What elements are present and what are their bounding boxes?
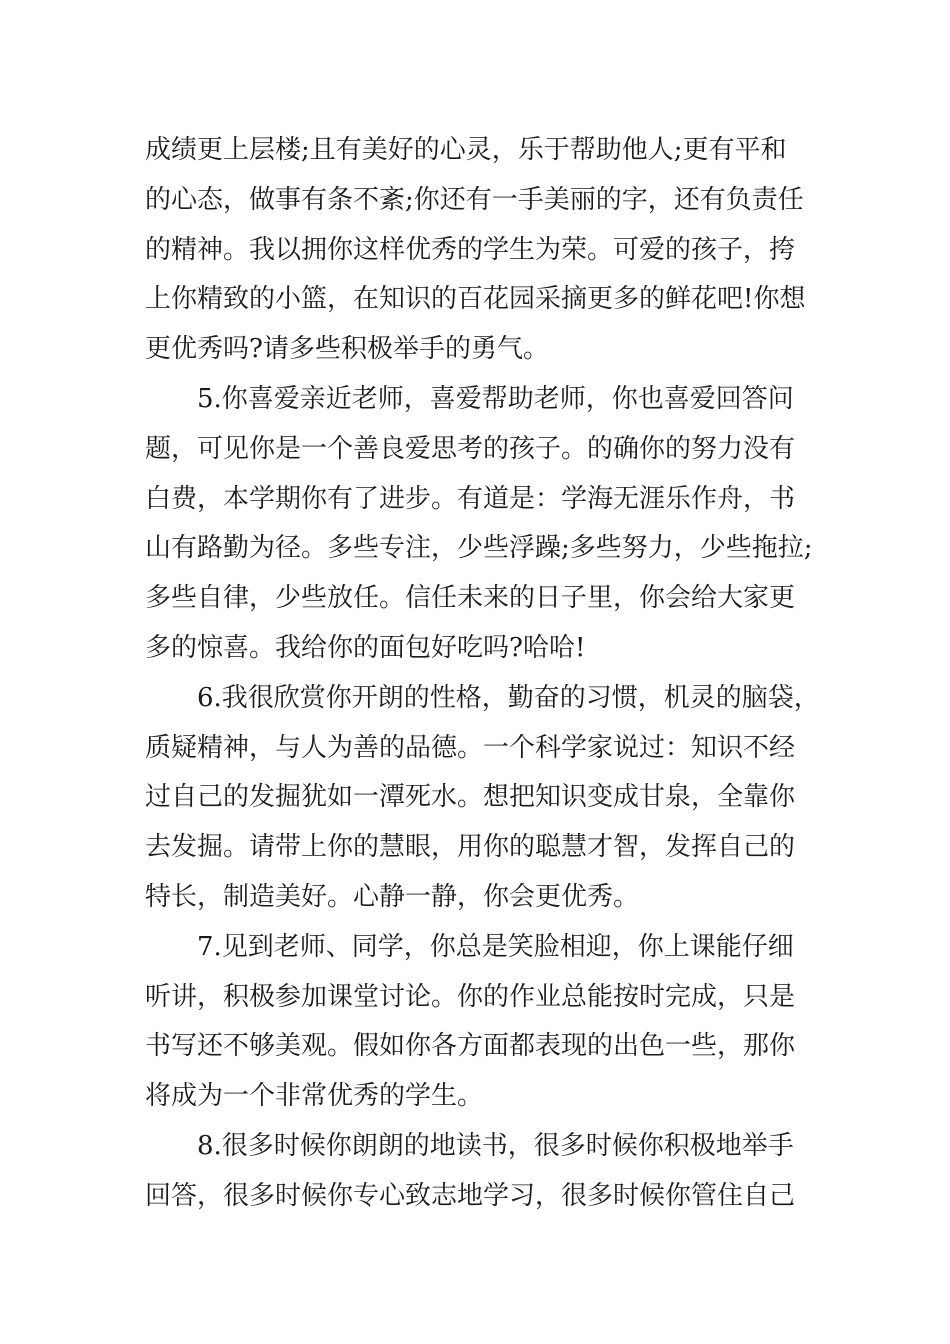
- text-line: 8.很多时候你朗朗的地读书，很多时候你积极地举手: [197, 1130, 794, 1161]
- text-line: 多些自律，少些放任。信任未来的日子里，你会给大家更: [145, 583, 796, 614]
- text-line: 多的惊喜。我给你的面包好吃吗?哈哈!: [145, 632, 586, 663]
- text-line: 特长，制造美好。心静一静，你会更优秀。: [145, 881, 640, 912]
- paragraph-item-7: [145, 923, 825, 1122]
- text-line: 更优秀吗?请多些积极举手的勇气。: [145, 334, 549, 365]
- text-line: 5.你喜爱亲近老师，喜爱帮助老师，你也喜爱回答问: [197, 383, 794, 414]
- text-line: 书写还不够美观。假如你各方面都表现的出色一些，那你: [145, 1031, 796, 1062]
- text-line: 去发掘。请带上你的慧眼，用你的聪慧才智，发挥自己的: [145, 832, 796, 863]
- text-line: 听讲，积极参加课堂讨论。你的作业总能按时完成，只是: [145, 981, 796, 1012]
- text-line: 题，可见你是一个善良爱思考的孩子。的确你的努力没有: [145, 433, 796, 464]
- text-line: 过自己的发掘犹如一潭死水。想把知识变成甘泉，全靠你: [145, 782, 796, 813]
- text-line: 白费，本学期你有了进步。有道是：学海无涯乐作舟，书: [145, 483, 796, 514]
- text-line: 上你精致的小篮，在知识的百花园采摘更多的鲜花吧!你想: [145, 284, 806, 315]
- paragraph-continued: [145, 126, 825, 375]
- text-line: 成绩更上层楼;且有美好的心灵，乐于帮助他人;更有平和: [145, 135, 787, 165]
- paragraph-item-8: [145, 1122, 825, 1222]
- text-line: 7.见到老师、同学，你总是笑脸相迎，你上课能仔细: [197, 931, 794, 962]
- text-line: 6.我很欣赏你开朗的性格，勤奋的习惯，机灵的脑袋，: [197, 682, 820, 713]
- text-line: 的精神。我以拥你这样优秀的学生为荣。可爱的孩子，挎: [145, 234, 796, 265]
- paragraph-item-6: [145, 674, 825, 923]
- document-body: [145, 126, 825, 1222]
- text-line: 回答，很多时候你专心致志地学习，很多时候你管住自己: [145, 1180, 796, 1211]
- text-line: 的心态，做事有条不紊;你还有一手美丽的字，还有负责任: [145, 184, 804, 215]
- text-line: 质疑精神，与人为善的品德。一个科学家说过：知识不经: [145, 732, 796, 763]
- paragraph-item-5: [145, 375, 825, 674]
- text-line: 山有路勤为径。多些专注，少些浮躁;多些努力，少些拖拉;: [145, 533, 813, 564]
- text-line: 将成为一个非常优秀的学生。: [145, 1081, 484, 1112]
